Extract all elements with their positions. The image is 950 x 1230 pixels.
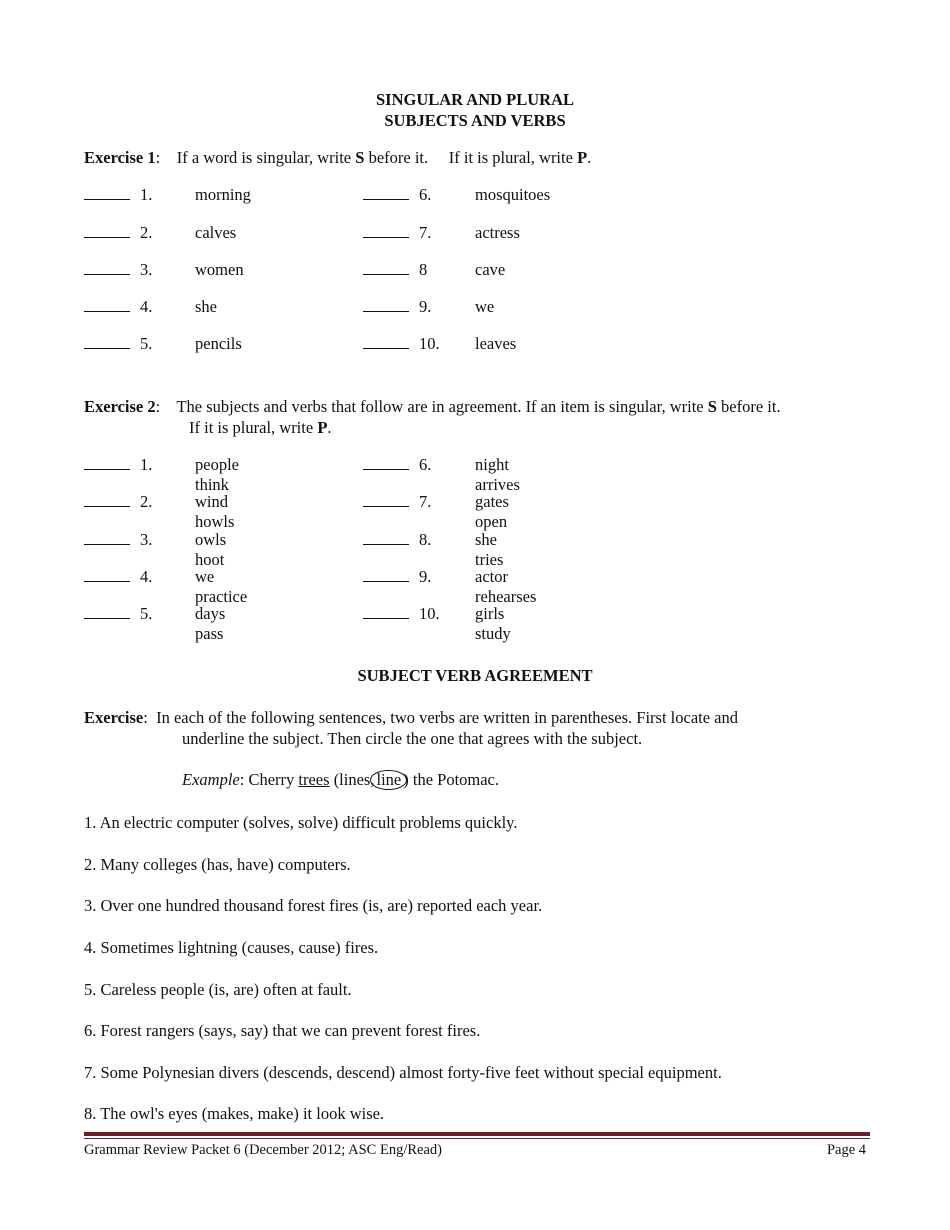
answer-blank[interactable] [363, 185, 409, 200]
answer-blank[interactable] [84, 260, 130, 275]
answer-blank[interactable] [363, 260, 409, 275]
item-number: 3. [140, 530, 153, 549]
item-number: 5. [140, 334, 153, 353]
sentence-item: 1. An electric computer (solves, solve) difficult problems quickly. [84, 813, 518, 832]
answer-blank[interactable] [84, 604, 130, 619]
answer-blank[interactable] [84, 492, 130, 507]
exercise1-instruction: Exercise 1: If a word is singular, write S before it. If it is plural, write P. [84, 148, 592, 167]
sentence-item: 4. Sometimes lightning (causes, cause) fires. [84, 938, 379, 957]
exercise2-instruction: Exercise 2: The subjects and verbs that follow are in agreement. If an item is singular, write S before it. [84, 397, 781, 416]
item-word: gates open [475, 492, 509, 531]
footer-left: Grammar Review Packet 6 (December 2012; ASC Eng/Read) [84, 1142, 442, 1158]
exercise1-instruction-a: If a word is singular, write [176, 148, 352, 167]
item-number: 9. [419, 297, 432, 316]
exercise2-label: Exercise 2 [84, 397, 156, 416]
sentence-item: 6. Forest rangers (says, say) that we can prevent forest fires. [84, 1021, 481, 1040]
answer-blank[interactable] [363, 530, 409, 545]
answer-blank[interactable] [363, 567, 409, 582]
answer-blank[interactable] [363, 492, 409, 507]
exercise1-letter-p: P [577, 148, 588, 167]
item-word: people think [195, 455, 239, 494]
item-number: 2. [140, 223, 153, 242]
answer-blank[interactable] [84, 297, 130, 312]
exercise2-instruction-b: before it. [721, 397, 781, 416]
footer-rule-thin [84, 1138, 870, 1139]
example-rest: ) the Potomac. [403, 770, 500, 789]
exercise1-instruction-b: before it. [368, 148, 429, 167]
item-word: wind howls [195, 492, 235, 531]
item-number: 5. [140, 604, 153, 623]
agreement-instruction-a: In each of the following sentences, two verbs are written in parentheses. First locate and [156, 708, 739, 727]
answer-blank[interactable] [84, 334, 130, 349]
agreement-label: Exercise [84, 708, 144, 727]
item-word: women [195, 260, 244, 279]
item-word: night arrives [475, 455, 520, 494]
example-label: Example [182, 770, 240, 789]
item-number: 8. [419, 530, 432, 549]
sentence-item: 2. Many colleges (has, have) computers. [84, 855, 351, 874]
sentence-item: 7. Some Polynesian divers (descends, descend) almost forty-five feet without special equipment. [84, 1063, 722, 1082]
page-title-line1: SINGULAR AND PLURAL [375, 90, 575, 109]
footer-page-number: Page 4 [826, 1142, 866, 1158]
agreement-instruction: Exercise: In each of the following sentences, two verbs are written in parentheses. First locate and [84, 708, 739, 727]
item-number: 2. [140, 492, 153, 511]
answer-blank[interactable] [363, 223, 409, 238]
item-number: 10. [419, 334, 440, 353]
sentence-item: 5. Careless people (is, are) often at fault. [84, 980, 352, 999]
item-word: morning [195, 185, 251, 204]
example-pre: Cherry [248, 770, 295, 789]
item-word: leaves [475, 334, 517, 353]
footer-rule-thick [84, 1132, 870, 1136]
item-word: we [475, 297, 495, 316]
item-word: mosquitoes [475, 185, 551, 204]
exercise1-letter-s: S [355, 148, 365, 167]
answer-blank[interactable] [84, 530, 130, 545]
page-title-line2: SUBJECTS AND VERBS [384, 111, 566, 130]
item-word: actor rehearses [475, 567, 537, 606]
item-number: 3. [140, 260, 153, 279]
item-number: 1. [140, 185, 153, 204]
answer-blank[interactable] [363, 297, 409, 312]
item-number: 4. [140, 297, 153, 316]
exercise2-instruction-c: If it is plural, write [189, 418, 314, 437]
item-number: 4. [140, 567, 153, 586]
answer-blank[interactable] [363, 455, 409, 470]
exercise1-label: Exercise 1 [84, 148, 156, 167]
example-line: Example: Cherry trees (lines, line ) the Potomac. [182, 770, 500, 789]
item-word: she [195, 297, 217, 316]
answer-blank[interactable] [84, 185, 130, 200]
item-word: actress [475, 223, 520, 242]
exercise2-letter-p: P [317, 418, 328, 437]
item-number: 8 [419, 260, 428, 279]
item-word: days pass [195, 604, 226, 643]
item-word: cave [475, 260, 506, 279]
sentence-item: 8. The owl's eyes (makes, make) it look wise. [84, 1104, 385, 1123]
answer-blank[interactable] [84, 223, 130, 238]
section-heading: SUBJECT VERB AGREEMENT [357, 666, 593, 685]
answer-blank[interactable] [363, 604, 409, 619]
item-word: owls hoot [195, 530, 227, 569]
answer-blank[interactable] [363, 334, 409, 349]
item-number: 7. [419, 223, 432, 242]
answer-blank[interactable] [84, 455, 130, 470]
item-word: pencils [195, 334, 242, 353]
item-number: 9. [419, 567, 432, 586]
item-number: 1. [140, 455, 153, 474]
exercise2-letter-s: S [707, 397, 717, 416]
item-number: 7. [419, 492, 432, 511]
item-word: we practice [195, 567, 248, 606]
exercise1-instruction-c: If it is plural, write [448, 148, 573, 167]
agreement-instruction-b: underline the subject. Then circle the one that agrees with the subject. [182, 729, 643, 748]
item-word: girls study [475, 604, 511, 643]
example-subject: trees [298, 770, 330, 789]
example-circled-verb: line [370, 770, 407, 790]
item-word: she tries [475, 530, 504, 569]
exercise2-instruction-cont: If it is plural, write P. [189, 418, 332, 437]
item-number: 6. [419, 455, 432, 474]
item-word: calves [195, 223, 237, 242]
exercise2-instruction-a: The subjects and verbs that follow are in agreement. If an item is singular, write [176, 397, 704, 416]
sentence-item: 3. Over one hundred thousand forest fires (is, are) reported each year. [84, 896, 543, 915]
item-number: 6. [419, 185, 432, 204]
answer-blank[interactable] [84, 567, 130, 582]
item-number: 10. [419, 604, 440, 623]
example-paren: (lines, [333, 770, 375, 789]
